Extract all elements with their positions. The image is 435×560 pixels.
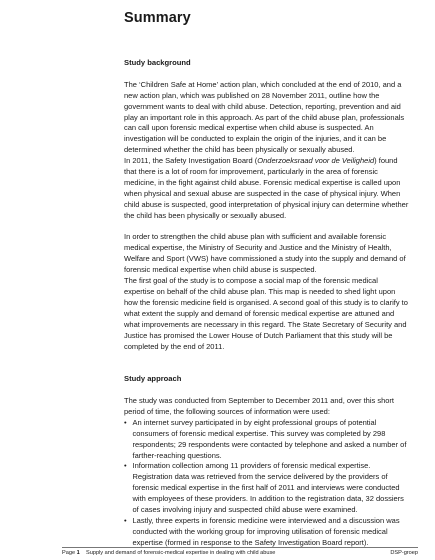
page-footer (62, 547, 418, 557)
page-indicator (62, 550, 80, 557)
section-heading-background: Study background (124, 58, 191, 67)
list-item: • Information collection among 11 providers of forensic medical expertise. Registration data was retrieved from the service delivered by the providers of forensic medical expertise in the first half of 2011 and interviews were conducted with employees of these providers. In addition to the registration data, 32 dossiers of cases involving injury and suspected child abuse were examined. (124, 461, 410, 516)
page-label: Page (62, 550, 76, 556)
document-body (124, 58, 410, 549)
list-item: • Lastly, three experts in forensic medicine were interviewed and a discussion was conducted with the working group for improving utilisation of forensic medical expertise (formed in response to the Safety Investigation Board report). (124, 516, 410, 549)
page-title: Summary (124, 10, 191, 26)
background-paragraph-4: The first goal of the study is to compose a social map of the forensic medical expertise on behalf of the child abuse plan. This map is needed to shed light upon how the forensic medicine field is organised. A second goal of this study is to clarify to what extent the supply and demand of forensic medical expertise are attuned and what improvements are necessary in this regard. The State Secretary of Security and Justice has promised the Lower House of Dutch Parliament that this study will be completed by the end of 2011. (124, 276, 408, 351)
dutch-board-name: Onderzoeksraad voor de Veiligheid (257, 156, 375, 166)
background-paragraph-1: The ‘Children Safe at Home’ action plan, which concluded at the end of 2010, and a new action plan, which was published on 28 November 2011, outline how the government wants to deal with child abuse. Detection, reporting, prevention and aid play an important role in this approach. As part of the child abuse plan, professionals can call upon forensic medical expertise when child abuse is suspected. An investigation will be conducted to explain the origin of the injuries, and it can be determined whether the child has been physically or sexually abused. (124, 79, 405, 155)
background-paragraph-2-end: ) found that there is a lot of room for improvement, particularly in the area of forensic medicine, in the fight against child abuse. Forensic medical expertise is called upon when physical and sexual abuse are suspected in the case of physical injury. When child abuse is suspected, good interpretation of physical injury can determine whether the child has been physically or sexually abused. (124, 156, 409, 220)
background-paragraph-3: In order to strengthen the child abuse plan with sufficient and available forensic medical expertise, the Ministry of Security and Justice and the Ministry of Health, Welfare and Sport (VWS) have commissioned a study into the supply and demand of forensic medical expertise when child abuse is suspected. (124, 232, 406, 275)
list-item: • An internet survey participated in by eight professional groups of potential consumers of forensic medical expertise. This survey was completed by 298 respondents; 29 respondents were contacted by telephone and asked a number of farther-reaching questions. (124, 418, 410, 462)
approach-sources-list (124, 418, 410, 549)
footer-description: Supply and demand of forensic-medical expertise in dealing with child abuse (86, 550, 276, 556)
background-paragraph-2-start: In 2011, the Safety Investigation Board ( (124, 156, 258, 166)
approach-intro: The study was conducted from September to December 2011 and, over this short period of time, the following sources of information were used: (124, 396, 394, 416)
footer-organization: DSP-groep (390, 550, 418, 556)
background-paragraph-2 (124, 156, 410, 221)
section-heading-approach: Study approach (124, 374, 182, 384)
page-number: 1 (76, 550, 80, 556)
